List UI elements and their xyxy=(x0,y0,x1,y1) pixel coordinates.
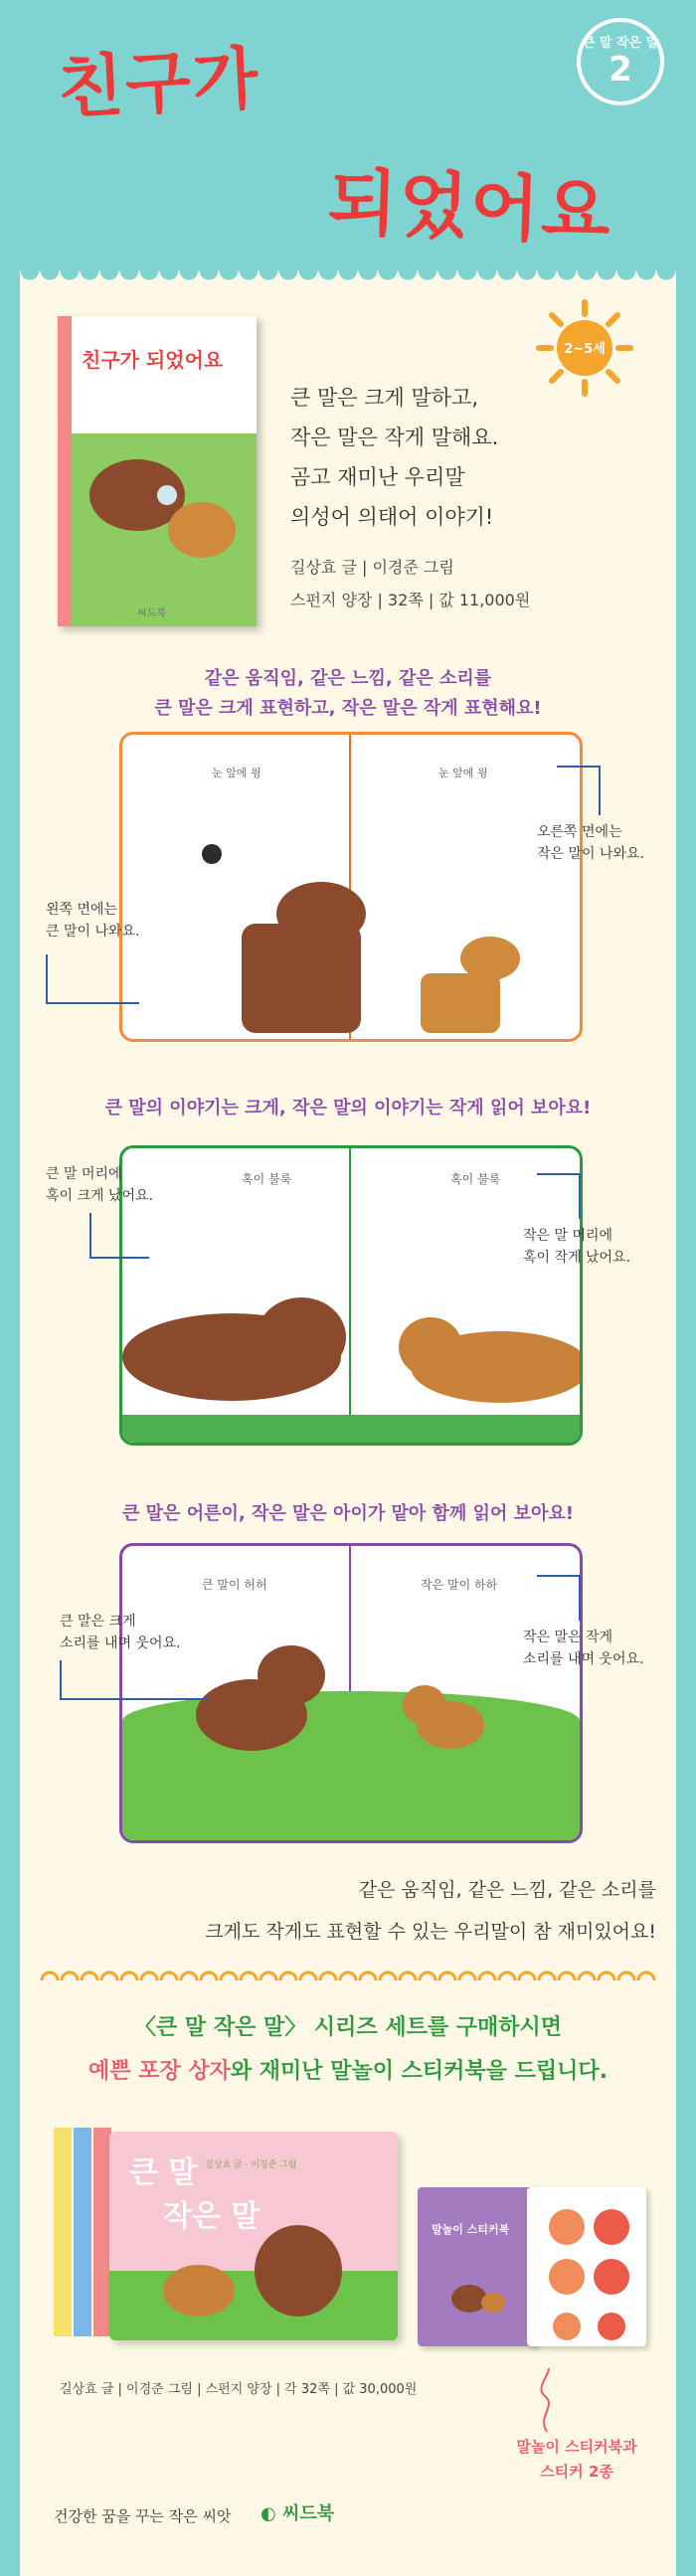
intro-credits: 길상효 글 | 이경준 그림 xyxy=(290,558,454,577)
connector-line xyxy=(557,766,601,815)
intro-text xyxy=(290,378,530,610)
connector-line xyxy=(46,954,139,1004)
sticker-book xyxy=(418,2187,537,2346)
intro-specs: 스펀지 양장 | 32쪽 | 값 11,000원 xyxy=(290,591,531,609)
set-line-1: 〈큰 말 작은 말〉 시리즈 세트를 구매하시면 xyxy=(134,2015,562,2040)
spread1-illustration xyxy=(162,834,560,1033)
connector-line xyxy=(89,1213,149,1259)
spread3-left-hint: 큰 말이 허허 xyxy=(202,1578,267,1592)
age-badge: 2~5세 xyxy=(564,342,606,357)
right-note-line: 작은 말은 작게 xyxy=(523,1630,613,1645)
spread3-illustration xyxy=(182,1635,540,1775)
left-note-line: 큰 말은 크게 xyxy=(60,1614,136,1630)
left-note-line: 혹이 크게 났어요. xyxy=(46,1188,154,1204)
section2-caption: 큰 말의 이야기는 크게, 작은 말의 이야기는 작게 읽어 보아요! xyxy=(104,1098,592,1118)
curly-arrow-icon xyxy=(527,2366,567,2436)
right-note-line: 혹이 작게 났어요. xyxy=(523,1250,631,1266)
gift-note xyxy=(487,2436,666,2482)
intro-line-1: 큰 말은 크게 말하고, xyxy=(290,386,478,410)
cover-horses-illustration xyxy=(78,435,247,604)
card-top-scallop xyxy=(20,270,676,284)
spread2-right-hint: 혹이 불룩 xyxy=(450,1172,501,1186)
spread1-left-hint: 눈 앞에 윙 xyxy=(212,767,261,779)
spread2-illustration xyxy=(122,1278,583,1427)
title-line-1: 친구가 xyxy=(56,39,262,129)
spread1-right-note xyxy=(537,821,644,865)
sticker-book-horses xyxy=(447,2267,511,2317)
right-note-line: 오른쪽 면에는 xyxy=(537,824,622,840)
spread3-right-note xyxy=(523,1627,644,1670)
left-note-line: 소리를 내며 웃어요. xyxy=(60,1635,181,1651)
spread3-left-note xyxy=(60,1611,181,1654)
left-note-line: 큰 말이 나와요. xyxy=(46,924,140,940)
section3-caption: 큰 말은 어른이, 작은 말은 아이가 맡아 함께 읽어 보아요! xyxy=(122,1503,574,1524)
left-note-line: 왼쪽 면에는 xyxy=(46,902,118,918)
badge-number: 2 xyxy=(609,50,632,89)
right-note-line: 소리를 내며 웃어요. xyxy=(523,1651,644,1667)
spread2-left-hint: 혹이 불룩 xyxy=(242,1172,292,1186)
spread3-right-hint: 작은 말이 하하 xyxy=(421,1578,498,1592)
spread-2 xyxy=(119,1145,583,1446)
set-line-2 xyxy=(20,2054,676,2085)
intro-line-3: 곰고 재미난 우리말 xyxy=(290,465,465,489)
connector-line xyxy=(537,1173,581,1219)
spread1-left-note xyxy=(46,899,140,943)
closing-line-2: 크게도 작게도 표현할 수 있는 우리말이 참 재미있어요! xyxy=(205,1921,656,1943)
box-horses-illustration xyxy=(149,2211,368,2330)
connector-line xyxy=(60,1660,209,1700)
right-note-line: 작은 말이 나와요. xyxy=(537,846,645,862)
cover-publisher: 씨드북 xyxy=(137,608,166,619)
set-box xyxy=(109,2132,398,2340)
box-title-1: 큰 말 xyxy=(129,2155,198,2190)
sticker-book-title: 말놀이 스티커북 xyxy=(432,2223,510,2236)
gift-note-line-1: 말놀이 스티커북과 xyxy=(516,2438,637,2456)
footer-publisher xyxy=(261,2499,334,2525)
intro-line-2: 작은 말은 작게 말해요. xyxy=(290,426,499,449)
title-line-2: 되었어요 xyxy=(326,160,614,254)
spread1-right-hint: 눈 앞에 윙 xyxy=(438,767,488,779)
section1-caption-2: 큰 말은 크게 표현하고, 작은 말은 작게 표현해요! xyxy=(154,698,542,719)
book-cover xyxy=(58,316,257,626)
spread2-left-note xyxy=(46,1163,153,1207)
cover-title: 친구가 되었어요 xyxy=(82,348,224,372)
set-line-2-mid: 와 재미난 xyxy=(230,2059,331,2084)
wave-divider xyxy=(40,1971,656,1980)
sticker-circles xyxy=(527,2187,646,2346)
set-line-2-end: 을 드립니다. xyxy=(485,2059,608,2084)
badge-series-label: 큰 말 작은 말 xyxy=(582,36,659,51)
footer-slogan: 건강한 꿈을 꾸는 작은 씨앗 xyxy=(54,2507,232,2525)
set-gift-stickerbook: 말놀이 스티커북 xyxy=(330,2059,486,2084)
sticker-sheet xyxy=(527,2187,646,2346)
publisher-name: 씨드북 xyxy=(282,2503,335,2524)
set-credits: 길상효 글 | 이경준 그림 | 스펀지 양장 | 각 32쪽 | 값 30,000원 xyxy=(60,2382,418,2397)
series-badge xyxy=(577,18,664,105)
spread2-right-note xyxy=(523,1225,630,1269)
closing-line-1: 같은 움직임, 같은 느낌, 같은 소리를 xyxy=(358,1879,656,1901)
right-note-line: 작은 말 머리에 xyxy=(523,1228,613,1244)
left-note-line: 큰 말 머리에 xyxy=(46,1166,122,1182)
intro-line-4: 의성어 의태어 이야기! xyxy=(290,505,494,529)
spine-books xyxy=(54,2128,113,2336)
box-title-2: 작은 말 xyxy=(163,2199,261,2234)
box-credit: 길상효 글 · 이경준 그림 xyxy=(205,2160,297,2170)
section1-caption-1: 같은 움직임, 같은 느낌, 같은 소리를 xyxy=(204,668,492,689)
set-gift-box: 예쁜 포장 상자 xyxy=(88,2059,231,2084)
connector-line xyxy=(537,1575,581,1621)
publisher-logo-icon: ◐ xyxy=(261,2503,276,2524)
gift-note-line-2: 스티커 2종 xyxy=(540,2463,613,2481)
spread-1 xyxy=(119,732,583,1042)
